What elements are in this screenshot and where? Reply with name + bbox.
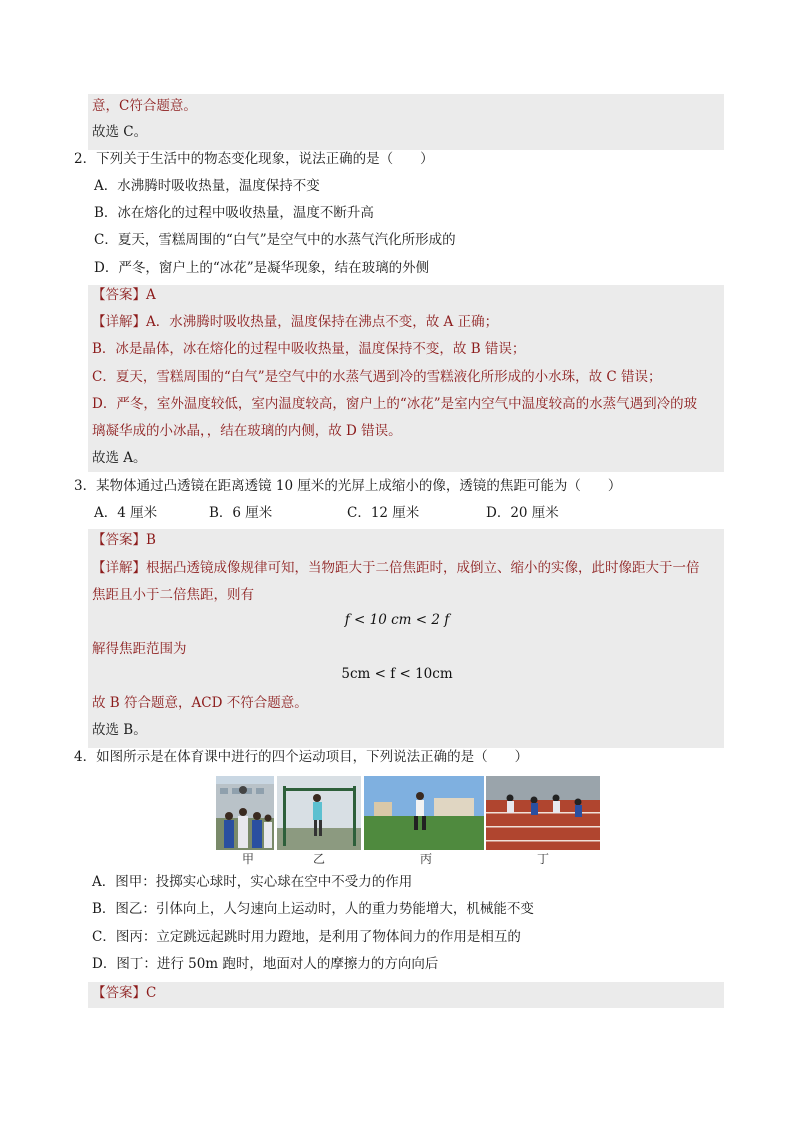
option-c: C．图丙：立定跳远起跳时用力蹬地，是利用了物体间力的作用是相互的 (92, 929, 521, 945)
option-c: C．12 厘米 (347, 505, 420, 521)
text-line: 焦距且小于二倍焦距，则有 (92, 587, 254, 603)
option-d: D．20 厘米 (486, 505, 559, 521)
figure-ding-image (486, 776, 600, 850)
text-line: 故选 B。 (92, 722, 147, 738)
option-d: D．严冬，窗户上的“冰花”是凝华现象，结在玻璃的外侧 (94, 260, 430, 276)
text-line: C．夏天，雪糕周围的“白气”是空气中的水蒸气遇到冷的雪糕液化所形成的小水珠，故 C 错误； (92, 369, 662, 385)
text-line: 意，C符合题意。 (92, 98, 197, 114)
option-a: A．图甲：投掷实心球时，实心球在空中不受力的作用 (92, 874, 413, 890)
answer-line (92, 980, 156, 1007)
answer-value: B (146, 532, 156, 548)
answer-line (92, 527, 156, 554)
text-line: 璃凝华成的小冰晶，，结在玻璃的内侧，故 D 错误。 (92, 423, 402, 439)
text-line: 故选 C。 (92, 124, 148, 140)
answer-tag: 【答案】 (92, 287, 146, 303)
formula: f < 10 cm < 2 f (344, 612, 450, 628)
figure-bing-image (364, 776, 484, 850)
answer-tag: 【答案】 (92, 985, 146, 1001)
question-2: 2．下列关于生活中的物态变化现象，说法正确的是（ ） (74, 151, 434, 167)
option-a: A．4 厘米 (94, 505, 158, 521)
explanation-text: A．水沸腾时吸收热量，温度保持在沸点不变，故 A 正确； (146, 314, 499, 330)
figure-label-ding: 丁 (537, 852, 550, 866)
explanation-tag: 【详解】 (92, 560, 146, 576)
explanation-line (92, 309, 498, 336)
explanation-line (92, 555, 700, 582)
figure-yi-image (277, 776, 361, 850)
answer-value: A (146, 287, 156, 303)
option-b: B．6 厘米 (209, 505, 273, 521)
answer-block-4 (88, 982, 724, 1008)
sports-figures (216, 776, 600, 850)
text-line: B．冰是晶体，冰在熔化的过程中吸收热量，温度保持不变，故 B 错误； (92, 341, 526, 357)
text-line: 故选 A。 (92, 450, 147, 466)
figure-label-bing: 丙 (420, 852, 433, 866)
figure-label-yi: 乙 (313, 852, 326, 866)
figure-jia-image (216, 776, 274, 850)
text-line: 解得焦距范围为 (92, 641, 187, 657)
explanation-tag: 【详解】 (92, 314, 146, 330)
answer-line (92, 282, 156, 309)
option-d: D．图丁：进行 50m 跑时，地面对人的摩擦力的方向向后 (92, 956, 439, 972)
option-c: C．夏天，雪糕周围的“白气”是空气中的水蒸气汽化所形成的 (94, 232, 456, 248)
formula: 5cm < f < 10cm (341, 666, 453, 682)
option-b: B．图乙：引体向上，人匀速向上运动时，人的重力势能增大，机械能不变 (92, 901, 534, 917)
question-3: 3．某物体通过凸透镜在距离透镜 10 厘米的光屏上成缩小的像，透镜的焦距可能为（ ） (74, 478, 622, 494)
option-a: A．水沸腾时吸收热量，温度保持不变 (94, 178, 320, 194)
figure-label-jia: 甲 (242, 852, 255, 866)
text-line: D．严冬，室外温度较低，室内温度较高，窗户上的“冰花”是室内空气中温度较高的水蒸气遇到冷的玻 (92, 396, 698, 412)
text-line: 故 B 符合题意，ACD 不符合题意。 (92, 695, 308, 711)
explanation-text: 根据凸透镜成像规律可知，当物距大于二倍焦距时，成倒立、缩小的实像，此时像距大于一倍 (146, 560, 700, 576)
option-b: B．冰在熔化的过程中吸收热量，温度不断升高 (94, 205, 374, 221)
answer-tag: 【答案】 (92, 532, 146, 548)
answer-value: C (146, 985, 157, 1001)
question-4: 4．如图所示是在体育课中进行的四个运动项目，下列说法正确的是（ ） (74, 749, 529, 765)
